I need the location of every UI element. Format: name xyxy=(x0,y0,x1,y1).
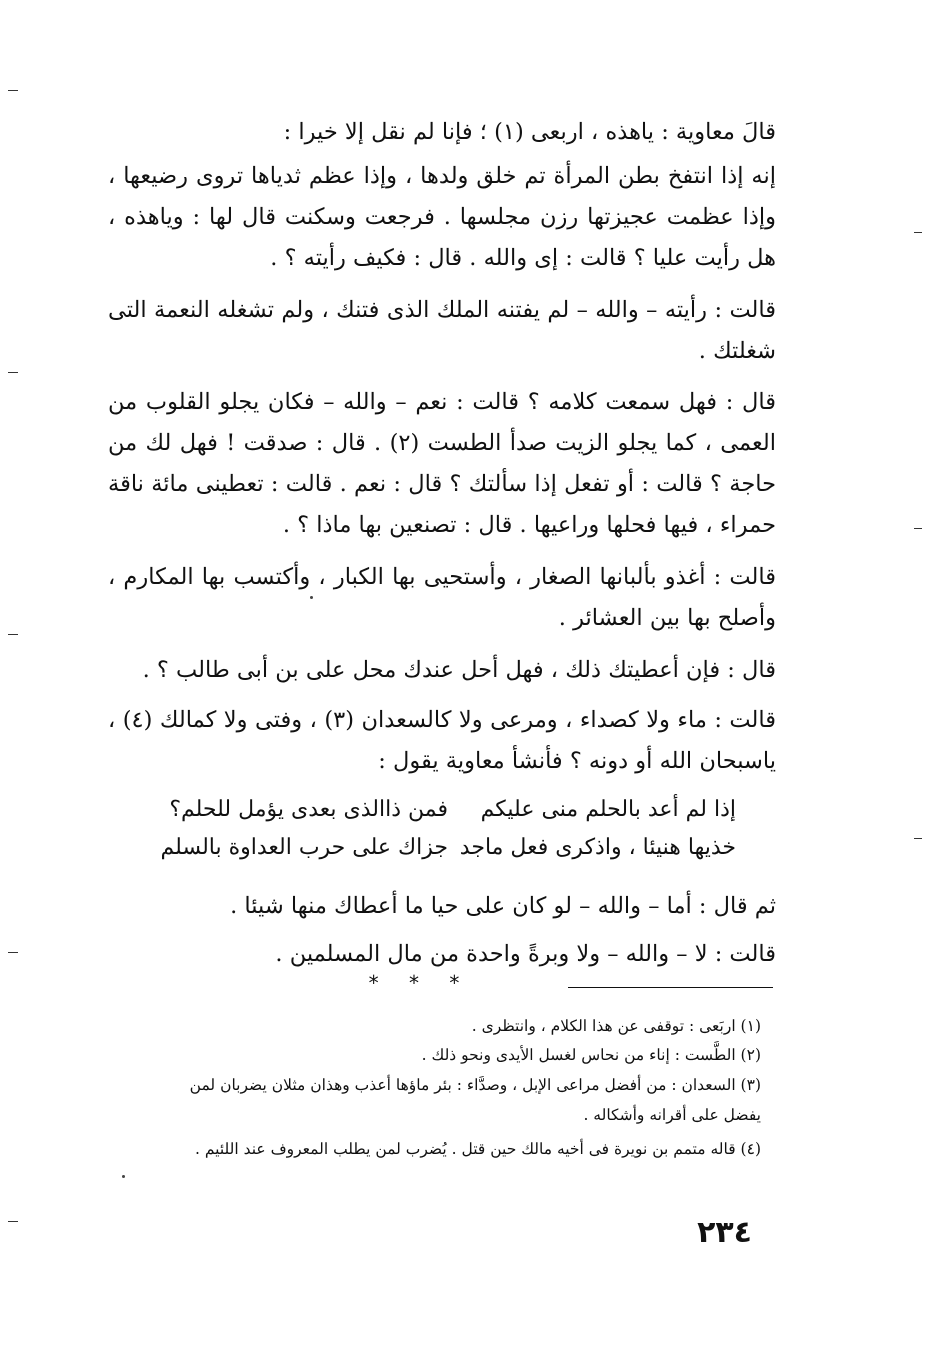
margin-tick xyxy=(8,90,18,91)
footnote-rule xyxy=(568,987,773,988)
margin-tick xyxy=(8,1221,18,1222)
paragraph-3: قالت : رأيته – والله – لم يفتنه الملك الذى فتنك ، ولم تشغله النعمة التى شغلتك . xyxy=(108,297,776,364)
ink-speck xyxy=(310,596,313,599)
footnote-3-continued: يفضل على أقرانه وأشكاله . xyxy=(583,1106,761,1124)
footnote-4: (٤) قاله متمم بن نويرة فى أخيه مالك حين قتل . يُضرب لمن يطلب المعروف عند اللئيم . xyxy=(194,1140,761,1158)
margin-tick xyxy=(914,838,922,839)
paragraph-5: قالت : أغذو بألبانها الصغار ، وأستحيى بها الكبار ، وأكتسب بها المكارم ، وأصلح بها بين العشائر . xyxy=(108,564,776,631)
footnote-3: (٣) السعدان : من أفضل مراعى الإبل ، وصدَّاء : بئر ماؤها أعذب وهذان مثلان يضربان لمن xyxy=(189,1076,761,1094)
margin-tick xyxy=(8,952,18,953)
paragraph-4: قال : فهل سمعت كلامه ؟ قالت : نعم – والله – فكان يجلو القلوب من العمى ، كما يجلو الزيت صدأ الطست (٢) . قال : صدقت ! فهل لك من حاجة ؟ قالت : أو تفعل إذا سألتك ؟ قال : نعم . قالت : تعطينى مائة ناقة حمراء ، فيها فحلها وراعيها . قال : تصنعين بها ماذا ؟ . xyxy=(108,389,776,538)
page-number: ٢٣٤ xyxy=(697,1215,752,1250)
footnote-1: (١) اربَعى : توقفى عن هذا الكلام ، وانتظرى . xyxy=(471,1017,761,1035)
ink-speck xyxy=(122,1175,125,1178)
paragraph-2: إنه إذا انتفخ بطن المرأة تم خلق ولدها ، وإذا عظم ثدياها تروى رضيعها ، وإذا عظمت عجيزتها رزن مجلسها . فرجعت وسكنت قال لها : وياهذه ، هل رأيت عليا ؟ قالت : إى والله . قال : فكيف رأيته ؟ . xyxy=(108,163,776,271)
margin-tick xyxy=(8,372,18,373)
poem-line-1-second: فمن ذاالذى بعدى يؤمل للحلم؟ xyxy=(169,797,448,822)
margin-tick xyxy=(914,528,922,529)
poem-line-1-first: إذا لم أعد بالحلم منى عليكم xyxy=(480,797,736,822)
margin-tick xyxy=(8,634,18,635)
section-separator: * * * xyxy=(368,971,472,995)
closing-line-2: قالت : لا – والله – ولا وبرةً واحدة من مال المسلمين . xyxy=(275,941,776,967)
poem-line-2-second: جزاك على حرب العداوة بالسلم xyxy=(160,835,448,860)
paragraph-1: قالَ معاوية : ياهذه ، اربعى (١) ؛ فإنا لم نقل إلا خيرا : xyxy=(283,119,776,145)
closing-line-1: ثم قال : أما – والله – لو كان على حيا ما أعطاك منها شيئا . xyxy=(230,893,776,919)
poem-line-2-first: خذيها هنيئا ، واذكرى فعل ماجد xyxy=(459,835,736,860)
paragraph-7: قالت : ماء ولا كصداء ، ومرعى ولا كالسعدان (٣) ، وفتى ولا كمالك (٤) ، ياسبحان الله أو دونه ؟ فأنشأ معاوية يقول : xyxy=(108,707,776,774)
margin-tick xyxy=(914,232,922,233)
paragraph-6: قال : فإن أعطيتك ذلك ، فهل أحل عندك محل على بن أبى طالب ؟ . xyxy=(142,657,776,683)
footnote-2: (٢) الطَّست : إناء من نحاس لغسل الأيدى ونحو ذلك . xyxy=(421,1046,761,1064)
